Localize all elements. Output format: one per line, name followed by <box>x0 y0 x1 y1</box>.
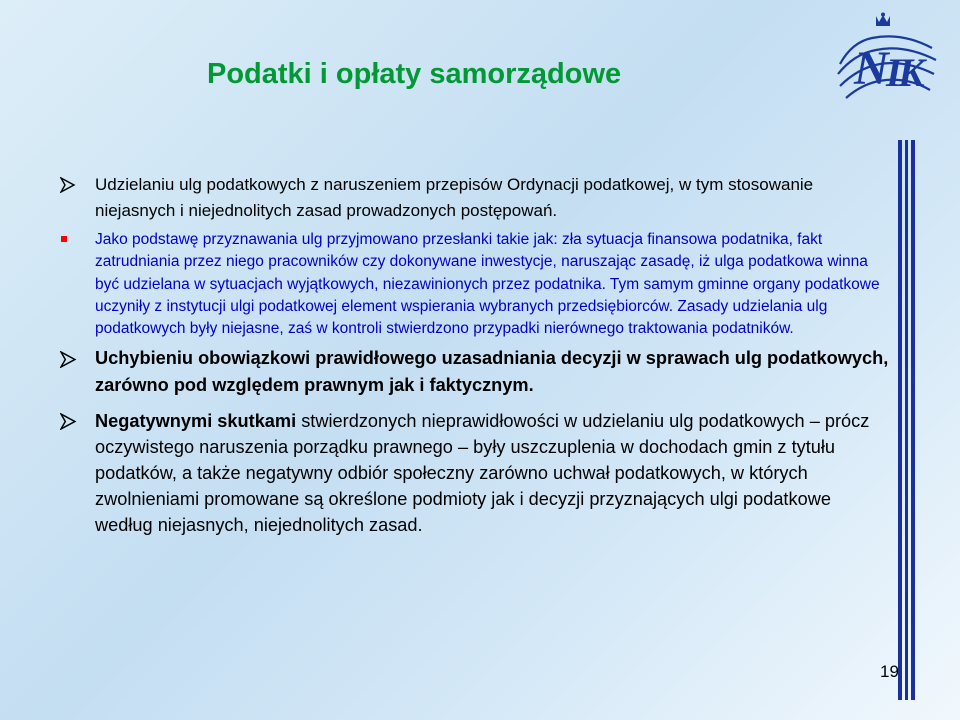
slide-title: Podatki i opłaty samorządowe <box>207 58 622 90</box>
nik-logo-icon <box>832 12 942 112</box>
list-item <box>60 408 890 538</box>
list-item <box>60 345 890 399</box>
svg-text:N: N <box>854 42 889 95</box>
square-bullet-icon <box>61 236 67 242</box>
sub-list-item-text: Jako podstawę przyznawania ulg przyjmowano przesłanki takie jak: zła sytuacja finansowa podatnika, fakt zatrudniania przez niego pracowników czy dokonywane inwestycje, naruszając zasadę, iż ulga podatkowa winna być udzielana w sytuacjach wyjątkowych, niezawinionych przez podatnika. Tym samym gminne organy podatkowe uczyniły z instytucji ulgi podatkowej element wspierania wybranych przedsiębiorców. Zasady udzielania ulg podatkowych były niejasne, zaś w kontroli stwierdzono przypadki nierównego traktowania podatników. <box>95 231 880 338</box>
bold-lead-text: Negatywnymi skutkami <box>95 411 297 432</box>
page-number: 19 <box>880 662 899 681</box>
list-item <box>60 172 890 224</box>
svg-text:I: I <box>886 50 902 95</box>
arrow-bullet-icon <box>60 177 76 193</box>
list-item-text <box>95 411 869 535</box>
arrow-bullet-icon <box>60 351 77 368</box>
decorative-vertical-bars <box>898 140 918 700</box>
list-item-rest-text: stwierdzonych nieprawidłowości w udzielaniu ulg podatkowych – prócz oczywistego naruszenia porządku prawnego – były uszczuplenia w dochodach gmin z tytułu podatków, a także negatywny odbiór społeczny zarówno uchwał podatkowych, w których zwolnieniami promowane są określone podmioty jak i decyzji przyznających ulgi podatkowe według niejasnych, niejednolitych zasad. <box>95 411 870 536</box>
sub-list-item <box>60 229 890 340</box>
list-item-text: Udzielaniu ulg podatkowych z naruszeniem przepisów Ordynacji podatkowej, w tym stosowanie niejasnych i niejednolitych zasad prowadzonych postępowań. <box>95 175 814 220</box>
list-item-text: Uchybieniu obowiązkowi prawidłowego uzasadniania decyzji w sprawach ulg podatkowych, zarówno pod względem prawnym jak i faktycznym. <box>95 348 889 396</box>
slide-content <box>60 172 890 538</box>
arrow-bullet-icon <box>60 413 77 430</box>
svg-text:K: K <box>898 50 925 95</box>
